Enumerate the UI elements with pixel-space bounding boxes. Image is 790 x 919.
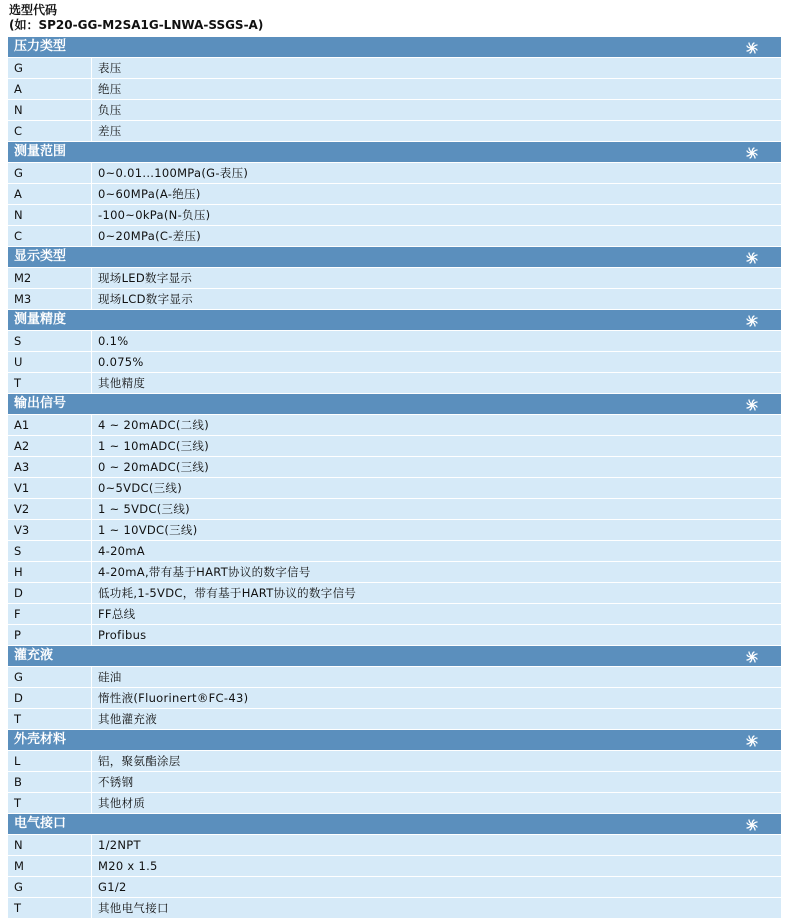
- section-header[interactable]: [8, 394, 781, 415]
- table-row: [8, 604, 781, 625]
- option-code: A3: [8, 457, 92, 477]
- option-code: V2: [8, 499, 92, 519]
- option-description: 0~20MPa(C-差压): [98, 229, 202, 243]
- option-code: A1: [8, 415, 92, 435]
- collapse-icon[interactable]: [745, 397, 759, 411]
- option-code: G: [8, 877, 92, 897]
- option-description: 现场LED数字显示: [98, 271, 193, 285]
- table-row: [8, 352, 781, 373]
- section-title: 测量范围: [14, 144, 67, 159]
- table-row: [8, 415, 781, 436]
- option-description: 0~0.01...100MPa(G-表压): [98, 166, 249, 180]
- section-header[interactable]: [8, 37, 781, 58]
- option-description: 0~60MPa(A-绝压): [98, 187, 201, 201]
- section-header[interactable]: [8, 730, 781, 751]
- section-title: 输出信号: [14, 396, 67, 411]
- option-code: N: [8, 205, 92, 225]
- option-code: M: [8, 856, 92, 876]
- option-code: S: [8, 331, 92, 351]
- table-row: [8, 478, 781, 499]
- option-description: Profibus: [98, 628, 147, 642]
- option-description: 1/2NPT: [98, 838, 141, 852]
- table-row: [8, 688, 781, 709]
- option-description: 其他灌充液: [98, 712, 157, 726]
- table-row: [8, 898, 781, 919]
- section-title: 压力类型: [14, 39, 67, 54]
- option-description: G1/2: [98, 880, 127, 894]
- option-code: L: [8, 751, 92, 771]
- option-code: D: [8, 583, 92, 603]
- option-code: G: [8, 58, 92, 78]
- table-row: [8, 331, 781, 352]
- option-code: N: [8, 835, 92, 855]
- section-header[interactable]: [8, 247, 781, 268]
- option-description: 其他精度: [98, 376, 146, 390]
- option-code: C: [8, 226, 92, 246]
- option-code: T: [8, 709, 92, 729]
- option-description: 现场LCD数字显示: [98, 292, 193, 306]
- option-description: 绝压: [98, 82, 122, 96]
- table-row: [8, 562, 781, 583]
- table-row: [8, 793, 781, 814]
- option-code: M2: [8, 268, 92, 288]
- section-header[interactable]: [8, 814, 781, 835]
- option-code: A: [8, 79, 92, 99]
- table-row: [8, 709, 781, 730]
- option-description: 0.075%: [98, 355, 144, 369]
- option-description: 其他电气接口: [98, 901, 169, 915]
- table-row: [8, 79, 781, 100]
- option-description: 不锈钢: [98, 775, 134, 789]
- option-description: 表压: [98, 61, 122, 75]
- section-header[interactable]: [8, 142, 781, 163]
- table-row: [8, 877, 781, 898]
- section-title: 外壳材料: [14, 732, 67, 747]
- option-code: H: [8, 562, 92, 582]
- option-description: 1 ~ 10mADC(三线): [98, 439, 210, 453]
- table-row: [8, 520, 781, 541]
- option-code: V3: [8, 520, 92, 540]
- table-row: [8, 457, 781, 478]
- option-code: M3: [8, 289, 92, 309]
- table-row: [8, 205, 781, 226]
- option-description: FF总线: [98, 607, 136, 621]
- section-title: 显示类型: [14, 249, 67, 264]
- option-code: D: [8, 688, 92, 708]
- table-row: [8, 268, 781, 289]
- table-row: [8, 751, 781, 772]
- option-code: C: [8, 121, 92, 141]
- option-description: 惰性液(Fluorinert®FC-43): [98, 691, 249, 705]
- option-description: 1 ~ 10VDC(三线): [98, 523, 198, 537]
- collapse-icon[interactable]: [745, 817, 759, 831]
- option-code: G: [8, 667, 92, 687]
- option-description: 0.1%: [98, 334, 129, 348]
- option-description: 4-20mA,带有基于HART协议的数字信号: [98, 565, 311, 579]
- table-row: [8, 667, 781, 688]
- section-title: 电气接口: [14, 816, 67, 831]
- option-description: 低功耗,1-5VDC，带有基于HART协议的数字信号: [98, 586, 357, 600]
- section-title: 测量精度: [14, 312, 67, 327]
- option-description: 铝，聚氨酯涂层: [98, 754, 181, 768]
- table-row: [8, 856, 781, 877]
- example-code: (如：SP20-GG-M2SA1G-LNWA-SSGS-A): [9, 18, 264, 32]
- table-row: [8, 835, 781, 856]
- table-row: [8, 58, 781, 79]
- section-title: 灌充液: [14, 648, 54, 663]
- option-code: U: [8, 352, 92, 372]
- option-code: T: [8, 373, 92, 393]
- table-row: [8, 499, 781, 520]
- option-code: F: [8, 604, 92, 624]
- option-code: A2: [8, 436, 92, 456]
- collapse-icon[interactable]: [745, 40, 759, 54]
- option-description: 1 ~ 5VDC(三线): [98, 502, 190, 516]
- option-description: M20 x 1.5: [98, 859, 158, 873]
- table-row: [8, 625, 781, 646]
- table-row: [8, 184, 781, 205]
- option-code: N: [8, 100, 92, 120]
- collapse-icon[interactable]: [745, 145, 759, 159]
- option-code: T: [8, 898, 92, 918]
- table-row: [8, 121, 781, 142]
- option-code: V1: [8, 478, 92, 498]
- collapse-icon[interactable]: [745, 313, 759, 327]
- collapse-icon[interactable]: [745, 649, 759, 663]
- option-code: S: [8, 541, 92, 561]
- collapse-icon[interactable]: [745, 733, 759, 747]
- selection-table: [8, 37, 781, 919]
- option-code: T: [8, 793, 92, 813]
- option-code: P: [8, 625, 92, 645]
- option-description: -100~0kPa(N-负压): [98, 208, 211, 222]
- option-code: G: [8, 163, 92, 183]
- table-row: [8, 583, 781, 604]
- option-description: 0~5VDC(三线): [98, 481, 182, 495]
- section-header[interactable]: [8, 310, 781, 331]
- table-row: [8, 289, 781, 310]
- option-description: 硅油: [98, 670, 122, 684]
- option-description: 差压: [98, 124, 122, 138]
- table-row: [8, 226, 781, 247]
- table-row: [8, 163, 781, 184]
- section-header[interactable]: [8, 646, 781, 667]
- option-description: 4 ~ 20mADC(二线): [98, 418, 210, 432]
- table-row: [8, 541, 781, 562]
- option-description: 其他材质: [98, 796, 146, 810]
- page-title: 选型代码: [9, 3, 58, 17]
- table-row: [8, 436, 781, 457]
- table-row: [8, 100, 781, 121]
- option-code: B: [8, 772, 92, 792]
- table-row: [8, 772, 781, 793]
- option-description: 4-20mA: [98, 544, 145, 558]
- table-row: [8, 373, 781, 394]
- option-code: A: [8, 184, 92, 204]
- collapse-icon[interactable]: [745, 250, 759, 264]
- option-description: 负压: [98, 103, 122, 117]
- option-description: 0 ~ 20mADC(三线): [98, 460, 210, 474]
